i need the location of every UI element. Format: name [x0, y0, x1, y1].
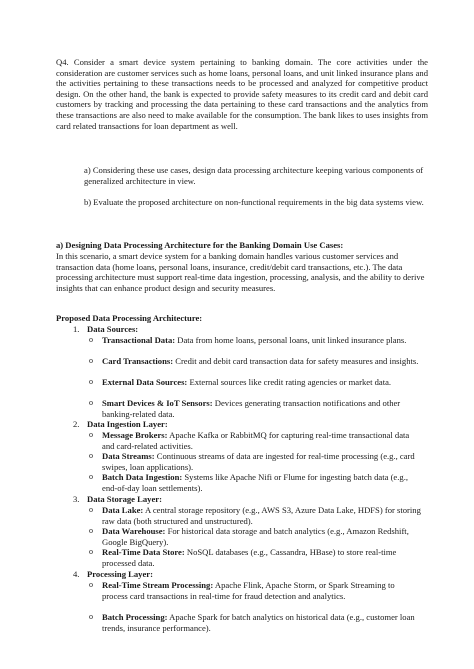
section-title: Data Ingestion Layer:: [87, 419, 168, 429]
section-title: Data Storage Layer:: [87, 494, 162, 504]
item-term: External Data Sources:: [102, 377, 188, 387]
item-term: Batch Data Ingestion:: [102, 472, 183, 482]
list-item: [89, 430, 422, 451]
list-item: [89, 547, 422, 568]
item-desc: Data from home loans, personal loans, unit linked insurance plans.: [175, 335, 407, 345]
list-item: [89, 526, 422, 547]
section-number: 3.: [73, 494, 80, 504]
item-desc: External sources like credit rating agencies or market data.: [187, 377, 392, 387]
item-desc: Apache Kafka or RabbitMQ for capturing real-time transactional data and card-related activities.: [102, 430, 410, 451]
section-number: 4.: [73, 569, 80, 579]
list-item: [89, 377, 422, 388]
item-term: Data Warehouse:: [102, 526, 166, 536]
list-item: [89, 580, 422, 601]
bullet-icon: o: [89, 335, 93, 344]
list-item: [89, 398, 422, 419]
architecture-title: Proposed Data Processing Architecture:: [56, 313, 203, 323]
section-heading: [73, 419, 168, 430]
item-desc: Continuous streams of data are ingested for real-time processing (e.g., card swipes, loan applications).: [102, 451, 415, 472]
item-term: Data Streams:: [102, 451, 155, 461]
bullet-icon: o: [89, 472, 93, 481]
item-term: Batch Processing:: [102, 612, 168, 622]
item-desc: Apache Flink, Apache Storm, or Spark Streaming to process card transactions in real-time for fraud detection and analytics.: [102, 580, 395, 601]
bullet-icon: o: [89, 398, 93, 407]
item-term: Data Lake:: [102, 505, 144, 515]
list-item: [89, 612, 422, 633]
bullet-icon: o: [89, 451, 93, 460]
answer-intro: In this scenario, a smart device system for a banking domain handles various customer services and transaction data (home loans, personal loans, insurance, credit/debit card transactions, etc.). The data processing architecture must support real-time data ingestion, processing, analysis, and the ability to derive insights that can enhance product design and security measures.: [56, 251, 425, 293]
item-term: Card Transactions:: [102, 356, 174, 366]
item-desc: NoSQL databases (e.g., Cassandra, HBase) to store real-time processed data.: [102, 547, 397, 568]
item-term: Transactional Data:: [102, 335, 176, 345]
bullet-icon: o: [89, 430, 93, 439]
list-item: [89, 472, 422, 493]
bullet-icon: o: [89, 612, 93, 621]
item-term: Message Brokers:: [102, 430, 168, 440]
bullet-icon: o: [89, 580, 93, 589]
bullet-icon: o: [89, 356, 93, 365]
section-title: Processing Layer:: [87, 569, 153, 579]
bullet-icon: o: [89, 547, 93, 556]
answer-heading: a) Designing Data Processing Architecture for the Banking Domain Use Cases:: [56, 240, 344, 250]
bullet-icon: o: [89, 526, 93, 535]
question-text: Q4. Consider a smart device system pertaining to banking domain. The core activities under the consideration are customer services such as home loans, personal loans, and unit linked insurance plans and the activities pertaining to these transactions needs to be processed and analyzed for competitive product design. On the other hand, the bank is expected to provide safety measures to its credit card and debit card customers by tracking and processing the data pertaining to these card transactions and the analytics from these transactions are also need to make available for the consumption. The bank likes to uses insights from card related transactions for loan department as well.: [56, 57, 428, 131]
bullet-icon: o: [89, 377, 93, 386]
question-part-b: b) Evaluate the proposed architecture on non-functional requirements in the big data systems view.: [84, 197, 424, 207]
bullet-icon: o: [89, 505, 93, 514]
item-desc: Apache Spark for batch analytics on historical data (e.g., customer loan trends, insurance performance).: [102, 612, 415, 633]
list-item: [89, 451, 422, 472]
section-heading: [73, 569, 153, 580]
item-desc: Credit and debit card transaction data for safety measures and insights.: [173, 356, 419, 366]
list-item: [89, 505, 422, 526]
question-part-a: a) Considering these use cases, design data processing architecture keeping various components of generalized architecture in view.: [84, 165, 424, 186]
section-number: 1.: [73, 324, 80, 334]
item-desc: For historical data storage and batch analytics (e.g., Amazon Redshift, Google BigQuery).: [102, 526, 409, 547]
section-number: 2.: [73, 419, 80, 429]
section-heading: [73, 324, 138, 335]
item-desc: Systems like Apache Nifi or Flume for ingesting batch data (e.g., end-of-day loan settlements).: [102, 472, 408, 493]
list-item: [89, 335, 422, 346]
item-term: Real-Time Data Store:: [102, 547, 185, 557]
list-item: [89, 356, 422, 367]
item-desc: A central storage repository (e.g., AWS S3, Azure Data Lake, HDFS) for storing raw data (both structured and unstructured).: [102, 505, 421, 526]
section-title: Data Sources:: [87, 324, 139, 334]
item-term: Smart Devices & IoT Sensors:: [102, 398, 213, 408]
item-term: Real-Time Stream Processing:: [102, 580, 214, 590]
section-heading: [73, 494, 162, 505]
item-desc: Devices generating transaction notifications and other banking-related data.: [102, 398, 401, 419]
